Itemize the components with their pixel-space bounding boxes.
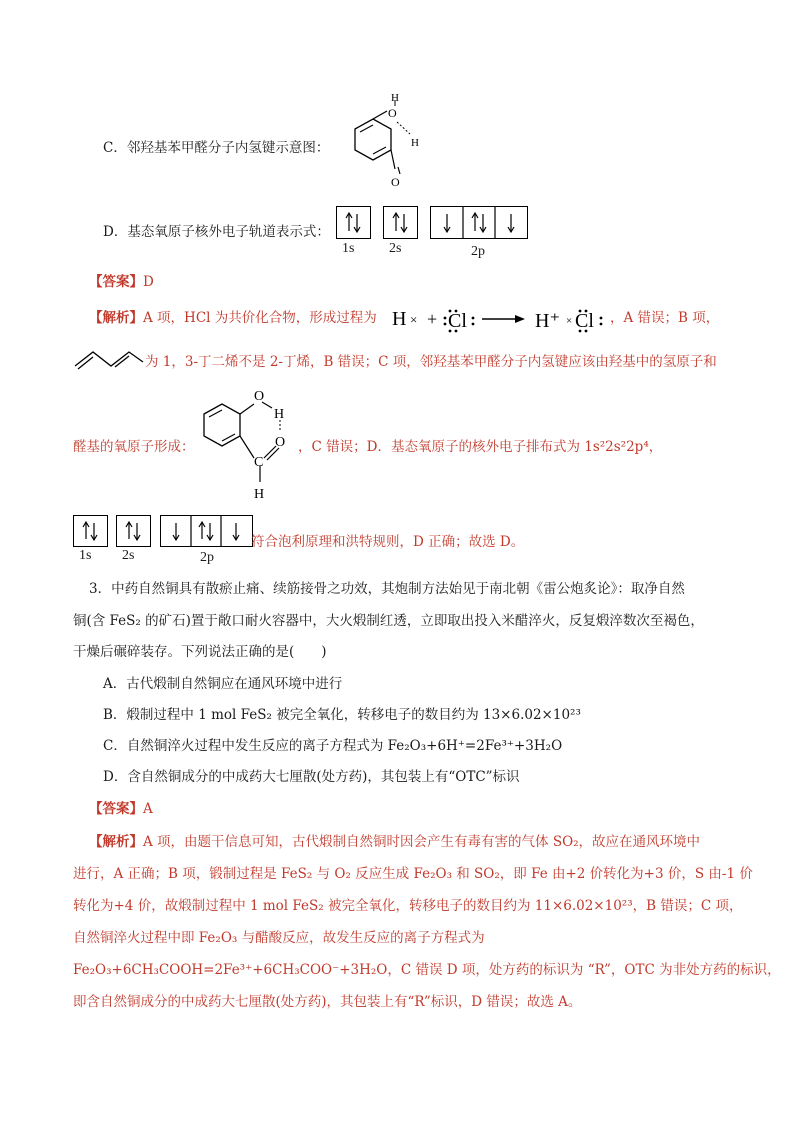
answer-2-value: A: [143, 801, 153, 817]
struct1-h-top: H: [391, 94, 399, 104]
answer-1-tag: 【答案】: [89, 274, 143, 290]
orbital2-label-2p: 2p: [200, 550, 214, 565]
q3-line-3: 干燥后碾碎装存。下列说法正确的是( ): [73, 644, 327, 660]
analysis-2-line-2: 进行，A 正确；B 项，锻制过程是 FeS₂ 与 O₂ 反应生成 Fe₂O₃ 和 SO₂，即 Fe 由+2 价转化为+3 价，S 由-1 价: [73, 866, 753, 882]
analysis-2-line-6: 即含自然铜成分的中成药大七厘散(处方药)，其包装上有“R”标识，D 错误；故选 A。: [73, 994, 582, 1010]
q3-option-c: C．自然铜淬火过程中发生反应的离子方程式为 Fe₂O₃+6H⁺=2Fe³⁺+3H₂O: [103, 738, 563, 754]
analysis-2-text-1: A 项，由题干信息可知，古代煅制自然铜时因会产生有毒有害的气体 SO₂，故应在通风环境中: [143, 834, 701, 850]
analysis-2-line-3: 转化为+4 价，故煅制过程中 1 mol FeS₂ 被完全氧化，转移电子的数目约为 11×6.02×10²³，B 错误；C 项，: [73, 898, 743, 914]
struct2-o: O: [254, 389, 265, 404]
analysis-1-text-a: A 项，HCl 为共价化合物，形成过程为: [143, 310, 377, 326]
option-c-text: C．邻羟基苯甲醛分子内氢键示意图：: [103, 140, 330, 156]
orbital-2p-box: [430, 206, 528, 239]
orbital2-2p-box: [160, 515, 253, 547]
orbital-2p-arrows: [431, 207, 527, 238]
orbital-label-2s: 2s: [389, 241, 402, 256]
struct1-o: O: [388, 106, 397, 120]
eq-h-plus: H⁺: [535, 310, 560, 332]
butadiene-skeletal: [73, 346, 145, 370]
eq-h: H: [392, 308, 407, 330]
salicylaldehyde-structure-1: [325, 94, 435, 194]
eq-plus: +: [427, 309, 438, 329]
analysis-1-line-3a: 醛基的氧原子形成：: [73, 439, 195, 455]
orbital-1s-arrows: [337, 207, 370, 238]
analysis-1-line-2: 为 1，3-丁二烯不是 2-丁烯，B 错误；C 项，邻羟基苯甲醛分子内氢键应该由羟基中的氢原子和: [145, 354, 717, 370]
orbital2-2s-box: [116, 515, 151, 547]
answer-2: [89, 800, 153, 818]
orbital-1s-box: [336, 206, 371, 239]
analysis-1-tag: 【解析】: [89, 310, 143, 326]
analysis-2-tag: 【解析】: [89, 834, 143, 850]
eq-cross: ×: [410, 312, 418, 327]
orbital-label-1s: 1s: [342, 241, 355, 256]
analysis-2-line-5: Fe₂O₃+6CH₃COOH=2Fe³⁺+6CH₃COO⁻+3H₂O，C 错误 D 项，处方药的标识为 “R”，OTC 为非处方药的标识，: [73, 962, 781, 978]
orbital2-label-1s: 1s: [79, 548, 92, 563]
q3-option-b: B．煅制过程中 1 mol FeS₂ 被完全氧化，转移电子的数目约为 13×6.02×10²³: [103, 707, 581, 723]
eq-cl: Cl: [448, 310, 467, 332]
orbital2-label-2s: 2s: [122, 548, 135, 563]
struct2-h1: H: [274, 407, 285, 422]
orbital-label-2p: 2p: [471, 244, 485, 259]
eq-cl-2: Cl: [575, 310, 594, 332]
answer-1: [89, 273, 154, 291]
struct2-h2: H: [254, 487, 265, 502]
answer-1-value: D: [143, 274, 154, 290]
svg-text:×: ×: [566, 315, 573, 327]
orbital-2s-arrows: [384, 207, 417, 238]
struct1-o-bottom: O: [391, 175, 400, 189]
struct2-c: C: [254, 455, 264, 470]
orbital-2s-box: [383, 206, 418, 239]
orbital2-1s-box: [73, 515, 108, 547]
answer-2-tag: 【答案】: [89, 801, 143, 817]
q3-option-a: A．古代煅制自然铜应在通风环境中进行: [103, 676, 343, 692]
analysis-2-line-4: 自然铜淬火过程中即 Fe₂O₃ 与醋酸反应，故发生反应的离子方程式为: [73, 930, 485, 946]
analysis-1-line-4: 符合泡利原理和洪特规则，D 正确；故选 D。: [251, 534, 525, 550]
hcl-formation-equation: [390, 300, 610, 336]
salicylaldehyde-structure-2: [196, 382, 296, 504]
q3-line-1: 3．中药自然铜具有散瘀止痛、续筋接骨之功效，其炮制方法始见于南北朝《雷公炮炙论》：取净自然: [89, 581, 685, 597]
q3-option-d: D．含自然铜成分的中成药大七厘散(处方药)，其包装上有“OTC”标识: [103, 769, 520, 785]
q3-line-2: 铜(含 FeS₂ 的矿石)置于敞口耐火容器中，大火煅制红透，立即取出投入米醋淬火，反复煅淬数次至褐色，: [73, 613, 704, 629]
struct1-h-right: H: [411, 137, 419, 149]
struct2-o2: O: [275, 435, 286, 450]
analysis-1-line-3b: ，C 错误；D．基态氧原子的核外电子排布式为 1s²2s²2p⁴，: [298, 439, 663, 455]
analysis-2-line-1: [89, 833, 700, 851]
analysis-1-text-b: ，A 错误；B 项，: [610, 310, 720, 326]
analysis-1-line-1: [89, 309, 377, 327]
option-d-text: D．基态氧原子核外电子轨道表示式：: [103, 224, 330, 240]
